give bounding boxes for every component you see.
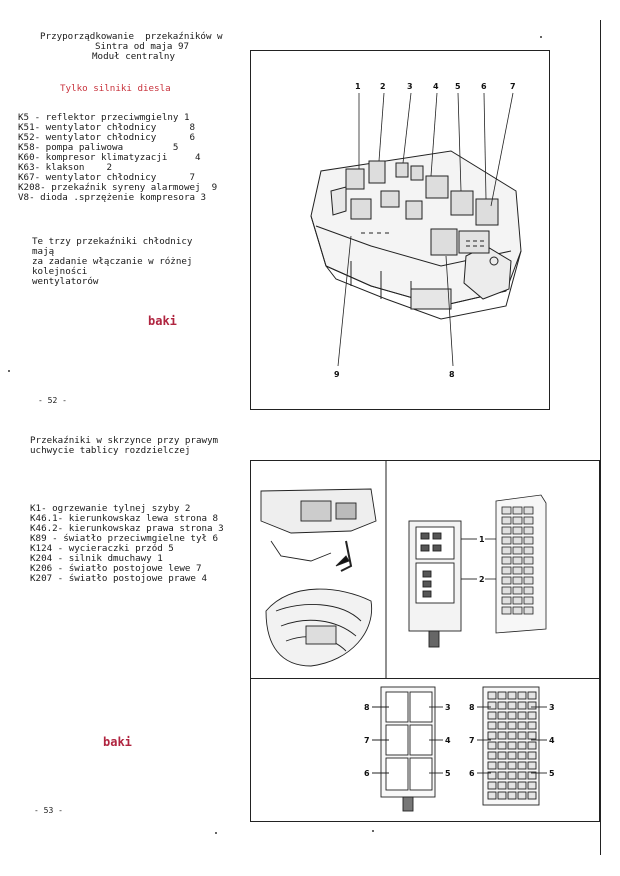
relay-k58: K58- pompa paliwowa 5	[18, 142, 179, 153]
relay-k51: K51- wentylator chłodnicy 8	[18, 122, 196, 133]
callout-6: 6	[481, 82, 487, 91]
section1-title-line-1: Przyporządkowanie przekaźników w	[40, 31, 223, 42]
relay-k204: K204 - silnik dmuchawy 1	[30, 553, 163, 564]
signature-2: baki	[103, 735, 132, 749]
relay-k89: K89 - światło przeciwmgielne tył 6	[30, 533, 219, 544]
relay-k46-2: K46.2- kierunkowskaz prawa strona 3	[30, 523, 224, 534]
scan-speck	[215, 832, 217, 834]
relay-box-lower-illustration	[251, 679, 599, 821]
scan-speck	[372, 830, 374, 832]
relay-k207: K207 - światło postojowe prawe 4	[30, 573, 208, 584]
callout-7: 7	[510, 82, 516, 91]
grid-left-callout-3: 3	[445, 703, 451, 712]
callout-3: 3	[407, 82, 413, 91]
right-border-line	[600, 20, 601, 855]
scan-speck	[8, 370, 10, 372]
grid-left-callout-7: 7	[364, 736, 370, 745]
relay-k1: K1- ogrzewanie tylnej szyby 2	[30, 503, 191, 514]
note-line-2: mają	[32, 246, 55, 257]
page-number-52: - 52 -	[38, 396, 67, 405]
relay-k206: K206 - światło postojowe lewe 7	[30, 563, 202, 574]
relay-k5: K5 - reflektor przeciwmgielny 1	[18, 112, 190, 123]
central-module-illustration	[251, 51, 549, 409]
callout-8: 8	[449, 370, 455, 379]
page-number-53: - 53 -	[34, 806, 63, 815]
callout-1: 1	[355, 82, 361, 91]
grid-right-callout-6: 6	[469, 769, 475, 778]
relay-k60: K60- kompresor klimatyzacji 4	[18, 152, 201, 163]
section2-title-line-2: uchwycie tablicy rozdzielczej	[30, 445, 191, 456]
relay-k52: K52- wentylator chłodnicy 6	[18, 132, 196, 143]
relay-k63: K63- klakson 2	[18, 162, 113, 173]
grid-right-callout-4: 4	[549, 736, 555, 745]
grid-left-callout-5: 5	[445, 769, 451, 778]
callout-2: 2	[380, 82, 386, 91]
callout-9: 9	[334, 370, 340, 379]
grid-right-callout-7: 7	[469, 736, 475, 745]
central-module-diagram	[250, 50, 550, 410]
section2-title-line-1: Przekaźniki w skrzynce przy prawym	[30, 435, 219, 446]
section1-title-line-3: Moduł centralny	[92, 51, 175, 62]
note-line-5: wentylatorów	[32, 276, 99, 287]
note-line-4: kolejności	[32, 266, 88, 277]
section1-title-line-2: Sintra od maja 97	[95, 41, 190, 52]
note-line-1: Te trzy przekaźniki chłodnicy	[32, 236, 193, 247]
relay-v8: V8- dioda .sprzężenie kompresora 3	[18, 192, 207, 203]
callout-5: 5	[455, 82, 461, 91]
relay-box-diagram-upper	[250, 460, 600, 680]
relay-box-upper-illustration	[251, 461, 599, 679]
section1-subtitle: Tylko silniki diesla	[60, 83, 171, 94]
note-line-3: za zadanie włączanie w różnej	[32, 256, 193, 267]
relay-k124: K124 - wycieraczki przód 5	[30, 543, 174, 554]
box-callout-2: 2	[479, 575, 485, 584]
relay-k67: K67- wentylator chłodnicy 7	[18, 172, 196, 183]
relay-k208: K208- przekaźnik syreny alarmowej 9	[18, 182, 218, 193]
relay-k46-1: K46.1- kierunkowskaz lewa strona 8	[30, 513, 219, 524]
grid-right-callout-3: 3	[549, 703, 555, 712]
callout-4: 4	[433, 82, 439, 91]
box-callout-1: 1	[479, 535, 485, 544]
signature-1: baki	[148, 314, 177, 328]
grid-left-callout-4: 4	[445, 736, 451, 745]
relay-box-diagram-lower	[250, 678, 600, 822]
grid-right-callout-8: 8	[469, 703, 475, 712]
grid-right-callout-5: 5	[549, 769, 555, 778]
scan-speck	[540, 36, 542, 38]
grid-left-callout-6: 6	[364, 769, 370, 778]
grid-left-callout-8: 8	[364, 703, 370, 712]
